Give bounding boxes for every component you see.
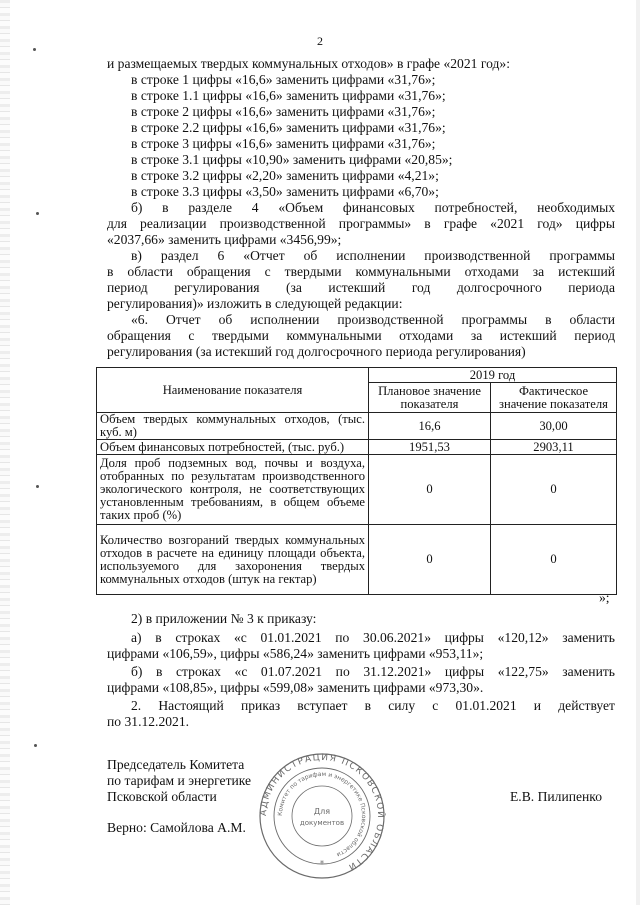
text-line: а) в строках «с 01.01.2021 по 30.06.2021» цифры «120,12» заменить	[131, 630, 615, 645]
scan-speck	[34, 744, 37, 747]
text-line: по 31.12.2021.	[107, 714, 190, 729]
star-icon: *	[320, 859, 324, 868]
text-line: в строке 3 цифры «16,6» заменить цифрами «31,76»;	[131, 136, 436, 151]
row-name: Объем финансовых потребностей, (тыс. руб.)	[97, 440, 369, 455]
stamp-outer-text: АДМИНИСТРАЦИЯ ПСКОВСКОЙ ОБЛАСТИ	[258, 752, 386, 873]
text-line: в строке 3.2 цифры «2,20» заменить цифрами «4,21»;	[131, 168, 439, 183]
text-line: в строке 3.1 цифры «10,90» заменить цифрами «20,85»;	[131, 152, 453, 167]
signer-position-line: Председатель Комитета	[107, 757, 245, 772]
row-name: Доля проб подземных вод, почвы и воздуха, отобранных по результатам производственного экологического контроля, не соответствующих установленным требованиям, в общем объеме таких проб (%)	[97, 455, 369, 525]
stamp-inner-text: Комитет по тарифам и энергетике Псковской области	[276, 770, 368, 858]
row-fact-value: 2903,11	[491, 440, 617, 455]
table-row	[97, 525, 617, 595]
signer-position-line: Псковской области	[107, 789, 217, 804]
row-fact-value: 30,00	[491, 413, 617, 440]
text-line: период регулирования (за истекший год долгосрочного периода	[107, 280, 615, 295]
text-line: цифрами «106,59», цифры «586,24» заменить цифрами «953,11»;	[107, 646, 484, 661]
row-fact-value: 0	[491, 455, 617, 525]
text-line: «6. Отчет об исполнении производственной программы в области	[131, 312, 615, 327]
header-indicator-name: Наименование показателя	[97, 368, 369, 413]
text-line: «2037,66» заменить цифрами «3456,99»;	[107, 232, 342, 247]
text-line: и размещаемых твердых коммунальных отходов» в графе «2021 год»:	[107, 56, 510, 71]
text-line: в строке 2.2 цифры «16,6» заменить цифрами «31,76»;	[131, 120, 446, 135]
text-line: регулирования)» изложить в следующей редакции:	[107, 296, 403, 311]
text-line: для реализации производственной программы» в графе «2021 год» цифры	[107, 216, 615, 231]
scan-edge-right	[636, 0, 640, 905]
table-row	[97, 413, 617, 440]
scan-edge-left	[0, 0, 10, 905]
row-plan-value: 1951,53	[369, 440, 491, 455]
scan-speck	[36, 485, 39, 488]
page-number: 2	[317, 34, 323, 48]
closing-quote: »;	[599, 590, 610, 605]
row-plan-value: 16,6	[369, 413, 491, 440]
text-line: в строке 1.1 цифры «16,6» заменить цифрами «31,76»;	[131, 88, 446, 103]
scan-speck	[36, 212, 39, 215]
text-line: б) в строках «с 01.07.2021 по 31.12.2021» цифры «122,75» заменить	[131, 664, 615, 679]
text-line: 2) в приложении № 3 к приказу:	[131, 611, 317, 626]
signer-name: Е.В. Пилипенко	[510, 789, 603, 804]
text-line: в) раздел 6 «Отчет об исполнении производственной программы	[131, 248, 615, 263]
signer-position-line: по тарифам и энергетике	[107, 773, 252, 788]
text-line: регулирования (за истекший год долгосрочного периода регулирования)	[107, 344, 526, 359]
text-line: в области обращения с твердыми коммунальными отходами за истекший	[107, 264, 615, 279]
text-line: в строке 2 цифры «16,6» заменить цифрами «31,76»;	[131, 104, 436, 119]
text-line: в строке 3.3 цифры «3,50» заменить цифрами «6,70»;	[131, 184, 439, 199]
header-fact: Фактическое значение показателя	[491, 383, 617, 413]
header-plan: Плановое значение показателя	[369, 383, 491, 413]
table-row	[97, 455, 617, 525]
report-table	[96, 367, 617, 595]
row-plan-value: 0	[369, 525, 491, 595]
text-line: 2. Настоящий приказ вступает в силу с 01.01.2021 и действует	[131, 698, 615, 713]
text-line: цифрами «108,85», цифры «599,08» заменить цифрами «973,30».	[107, 680, 484, 695]
row-fact-value: 0	[491, 525, 617, 595]
stamp-center-line: документов	[299, 819, 345, 827]
table-row	[97, 440, 617, 455]
row-name: Количество возгораний твердых коммунальных отходов в расчете на единицу площади объекта, используемого для захоронения твердых коммунальных отходов (штук на гектар)	[97, 525, 369, 595]
text-line: в строке 1 цифры «16,6» заменить цифрами «31,76»;	[131, 72, 436, 87]
row-plan-value: 0	[369, 455, 491, 525]
row-name: Объем твердых коммунальных отходов, (тыс. куб. м)	[97, 413, 369, 440]
stamp-center-line: Для	[313, 807, 331, 816]
text-line: б) в разделе 4 «Объем финансовых потребностей, необходимых	[131, 200, 615, 215]
copy-verification-note: Верно: Самойлова А.М.	[107, 820, 246, 835]
official-stamp	[258, 752, 386, 880]
header-year: 2019 год	[369, 368, 617, 383]
text-line: обращения с твердыми коммунальными отходами за истекший период	[107, 328, 615, 343]
